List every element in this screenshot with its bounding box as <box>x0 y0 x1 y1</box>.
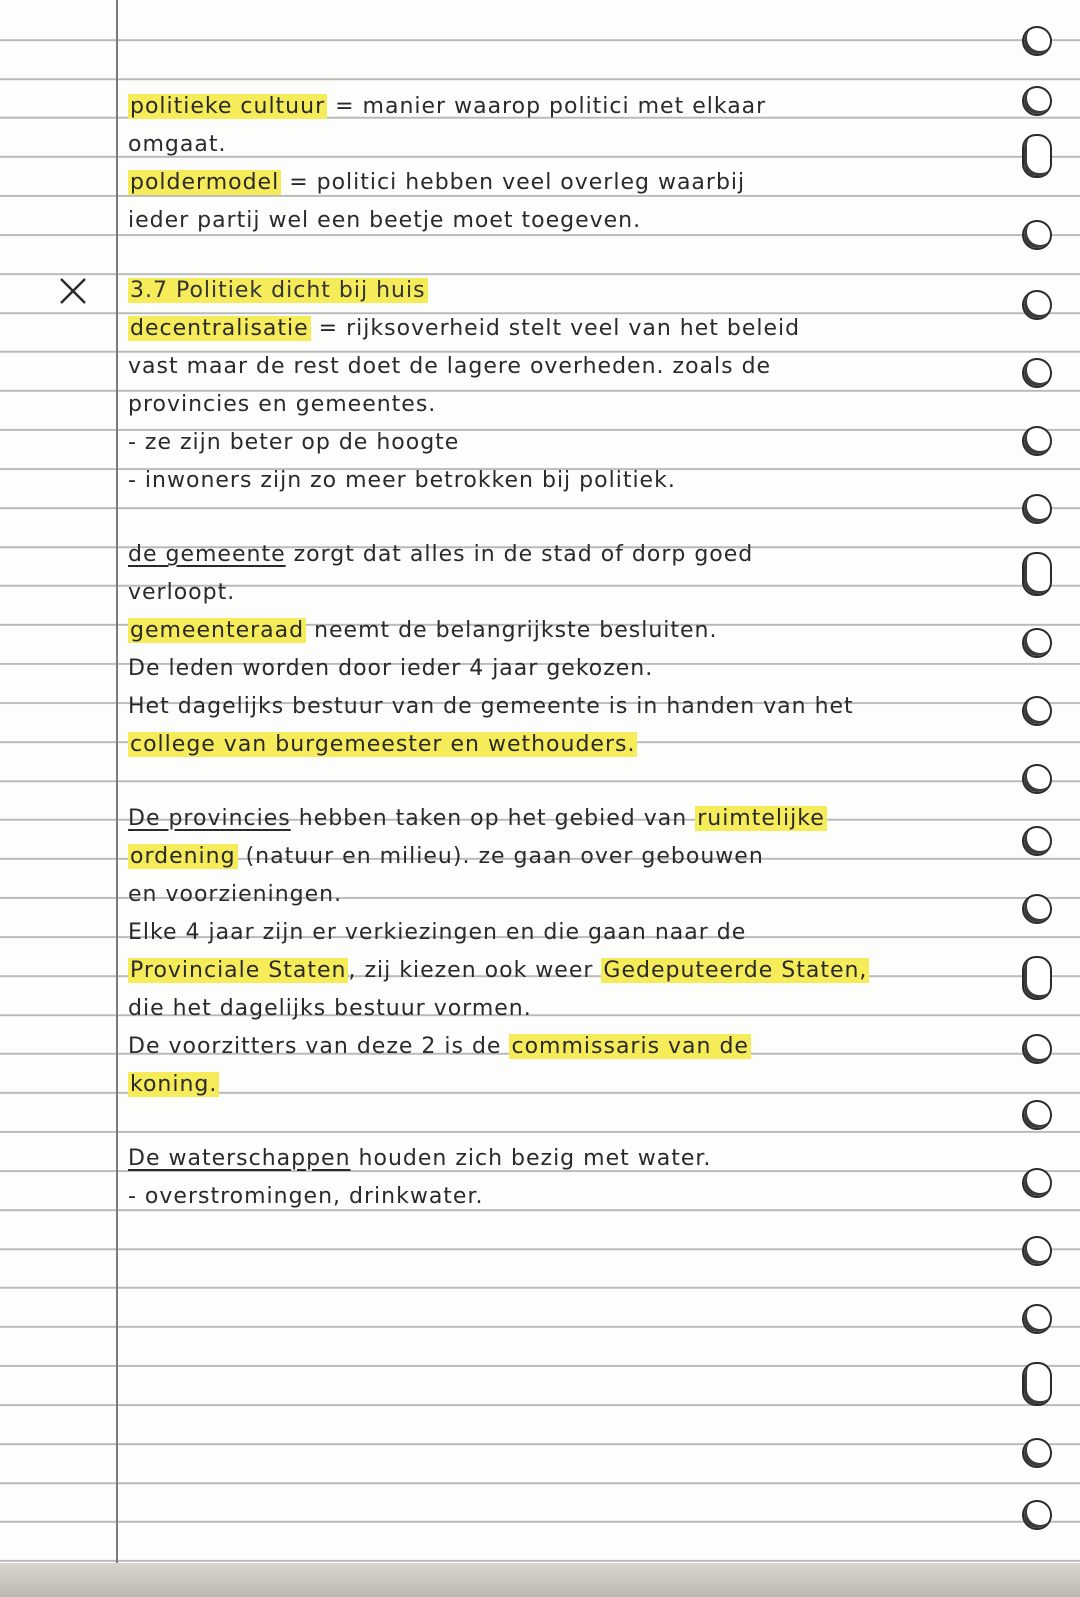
term-highlight: koning. <box>130 1072 218 1097</box>
note-text: provincies en gemeentes. <box>128 392 437 417</box>
note-line <box>128 838 764 876</box>
note-text: Elke 4 jaar zijn er verkiezingen en die gaan naar de <box>128 920 747 945</box>
term-highlight: Gedeputeerde Staten, <box>603 958 868 983</box>
note-line <box>128 612 718 650</box>
note-line <box>128 574 235 612</box>
note-line <box>128 952 869 990</box>
term-highlight: Provinciale Staten <box>130 958 347 983</box>
note-line <box>128 348 771 386</box>
binder-hole-icon <box>1022 1100 1052 1130</box>
margin-line <box>116 0 118 1597</box>
note-line <box>128 1140 711 1178</box>
binder-hole-icon <box>1022 494 1052 524</box>
binder-hole-icon <box>1022 894 1052 924</box>
binder-hole-icon <box>1022 358 1052 388</box>
binder-hole-icon <box>1022 220 1052 250</box>
binder-hole-icon <box>1022 696 1052 726</box>
binder-hole-icon <box>1022 552 1052 596</box>
binder-hole-icon <box>1022 86 1052 116</box>
note-line <box>128 800 827 838</box>
term-underlined: de gemeente <box>128 542 286 567</box>
note-text: vast maar de rest doet de lagere overheden. zoals de <box>128 354 772 379</box>
bullet-text: - inwoners zijn zo meer betrokken bij politiek. <box>128 468 676 493</box>
term-highlight: decentralisatie <box>130 316 309 341</box>
note-line <box>128 990 532 1028</box>
binder-hole-icon <box>1022 628 1052 658</box>
note-line <box>128 876 342 914</box>
note-line <box>128 914 746 952</box>
binder-hole-icon <box>1022 134 1052 178</box>
note-text: en voorzieningen. <box>128 882 343 907</box>
note-text: = politici hebben veel overleg waarbij <box>289 170 746 195</box>
term-highlight: politieke cultuur <box>130 94 326 119</box>
note-text: , zij kiezen ook weer <box>348 958 594 983</box>
binder-hole-icon <box>1022 764 1052 794</box>
note-text: omgaat. <box>128 132 227 157</box>
bullet-line <box>128 462 676 500</box>
bullet-text: - ze zijn beter op de hoogte <box>128 430 460 455</box>
binder-hole-icon <box>1022 1034 1052 1064</box>
note-line <box>128 310 800 348</box>
term-highlight: ruimtelijke <box>697 806 825 831</box>
note-line <box>128 202 641 240</box>
note-text: = rijksoverheid stelt veel van het beleid <box>318 316 801 341</box>
term-highlight: poldermodel <box>130 170 280 195</box>
binder-holes <box>1016 0 1062 1597</box>
note-text: (natuur en milieu). ze gaan over gebouwen <box>245 844 764 869</box>
note-text: Het dagelijks bestuur van de gemeente is in handen van het <box>128 694 854 719</box>
binder-hole-icon <box>1022 1362 1052 1406</box>
note-line <box>128 650 653 688</box>
binder-hole-icon <box>1022 1236 1052 1266</box>
term-highlight: college van burgemeester en wethouders. <box>130 732 636 757</box>
term-underlined: De provincies <box>128 806 291 831</box>
cross-mark-icon <box>58 276 88 306</box>
section-title-line <box>128 272 428 310</box>
binder-hole-icon <box>1022 826 1052 856</box>
note-line <box>128 688 854 726</box>
note-text: De voorzitters van deze 2 is de <box>128 1034 502 1059</box>
note-text: verloopt. <box>128 580 236 605</box>
binder-hole-icon <box>1022 1438 1052 1468</box>
binder-hole-icon <box>1022 426 1052 456</box>
binder-hole-icon <box>1022 1304 1052 1334</box>
term-highlight: ordening <box>130 844 236 869</box>
note-line <box>128 536 753 574</box>
note-line <box>128 126 226 164</box>
note-text: ieder partij wel een beetje moet toegeven. <box>128 208 642 233</box>
bullet-line <box>128 424 459 462</box>
binder-hole-icon <box>1022 956 1052 1000</box>
binder-hole-icon <box>1022 26 1052 56</box>
page-bottom-edge <box>0 1563 1080 1597</box>
note-text: zorgt dat alles in de stad of dorp goed <box>293 542 754 567</box>
section-title: 3.7 Politiek dicht bij huis <box>130 278 426 303</box>
binder-hole-icon <box>1022 1500 1052 1530</box>
note-text: die het dagelijks bestuur vormen. <box>128 996 532 1021</box>
note-line <box>128 88 766 126</box>
note-text: houden zich bezig met water. <box>358 1146 712 1171</box>
binder-hole-icon <box>1022 1168 1052 1198</box>
note-text: neemt de belangrijkste besluiten. <box>314 618 718 643</box>
term-highlight: commissaris van de <box>511 1034 749 1059</box>
note-line <box>128 1028 751 1066</box>
note-line <box>128 386 436 424</box>
bullet-line <box>128 1178 483 1216</box>
note-text: hebben taken op het gebied van <box>298 806 688 831</box>
term-highlight: gemeenteraad <box>130 618 305 643</box>
term-underlined: De waterschappen <box>128 1146 351 1171</box>
note-line <box>128 1066 219 1104</box>
note-text: = manier waarop politici met elkaar <box>335 94 767 119</box>
bullet-text: - overstromingen, drinkwater. <box>128 1184 484 1209</box>
binder-hole-icon <box>1022 290 1052 320</box>
note-text: De leden worden door ieder 4 jaar gekozen. <box>128 656 654 681</box>
note-line <box>128 164 745 202</box>
note-line <box>128 726 637 764</box>
